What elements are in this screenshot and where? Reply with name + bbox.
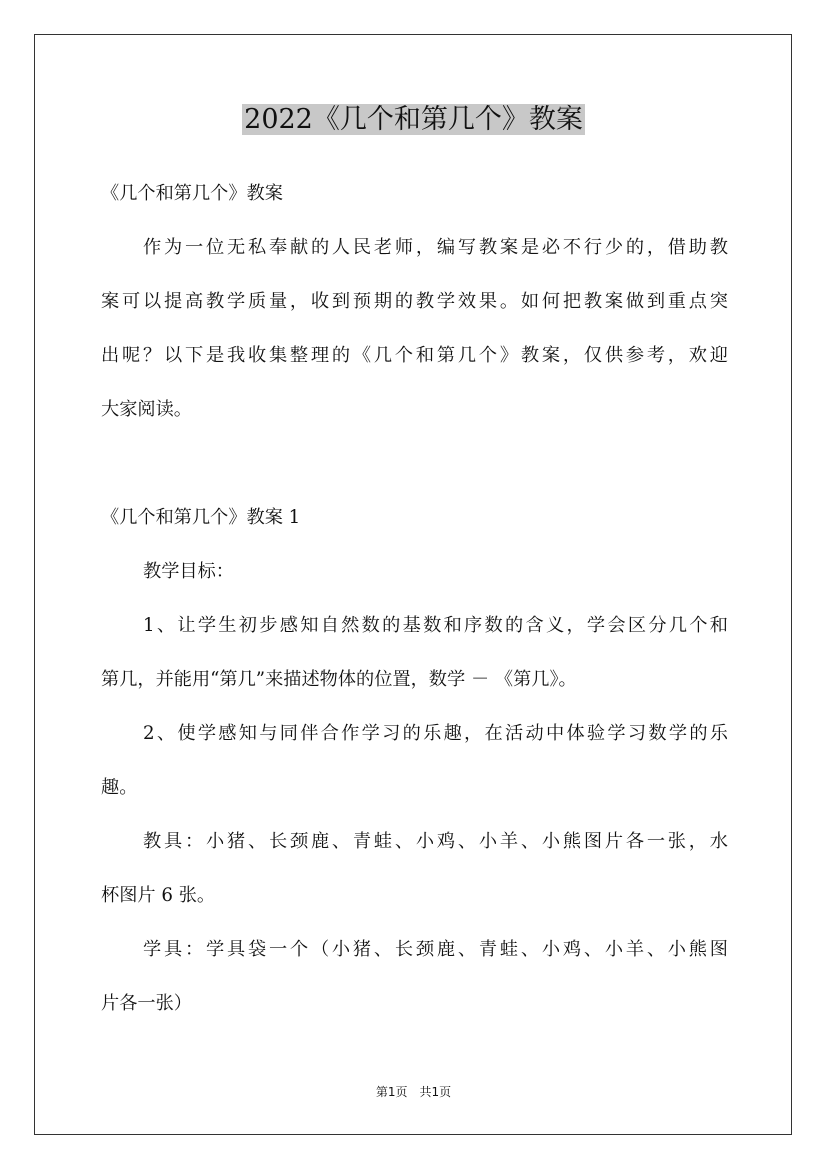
goal1-line-1: 1、让学生初步感知自然数的基数和序数的含义，学会区分几个和: [143, 615, 728, 636]
intro-line-4: 大家阅读。: [101, 399, 192, 420]
tools-line-2: 杯图片 6 张。: [101, 885, 216, 906]
document-title-text: 2022《几个和第几个》教案: [244, 104, 583, 135]
document-title: [0, 97, 827, 143]
intro-line-3: 出呢？以下是我收集整理的《几个和第几个》教案，仅供参考，欢迎: [101, 345, 728, 366]
student-tools-line-2: 片各一张）: [101, 993, 192, 1014]
intro-line-1: 作为一位无私奉献的人民老师，编写教案是必不行少的，借助教: [143, 237, 728, 258]
tools-line-1: 教具：小猪、长颈鹿、青蛙、小鸡、小羊、小熊图片各一张，水: [143, 831, 728, 852]
goal2-line-2: 趣。: [101, 777, 138, 798]
student-tools-line-1: 学具：学具袋一个（小猪、长颈鹿、青蛙、小鸡、小羊、小熊图: [143, 939, 728, 960]
intro-line-2: 案可以提高教学质量，收到预期的教学效果。如何把教案做到重点突: [101, 291, 728, 312]
page-footer: 第1页 共1页: [375, 1085, 452, 1099]
goal-label: 教学目标：: [143, 561, 234, 582]
goal1-line-2: 第几，并能用“第几”来描述物体的位置，数学 － 《第几》。: [101, 669, 577, 690]
subheading: 《几个和第几个》教案: [101, 183, 283, 204]
goal2-line-1: 2、使学感知与同伴合作学习的乐趣，在活动中体验学习数学的乐: [143, 723, 728, 744]
section-heading: 《几个和第几个》教案 1: [101, 507, 301, 528]
